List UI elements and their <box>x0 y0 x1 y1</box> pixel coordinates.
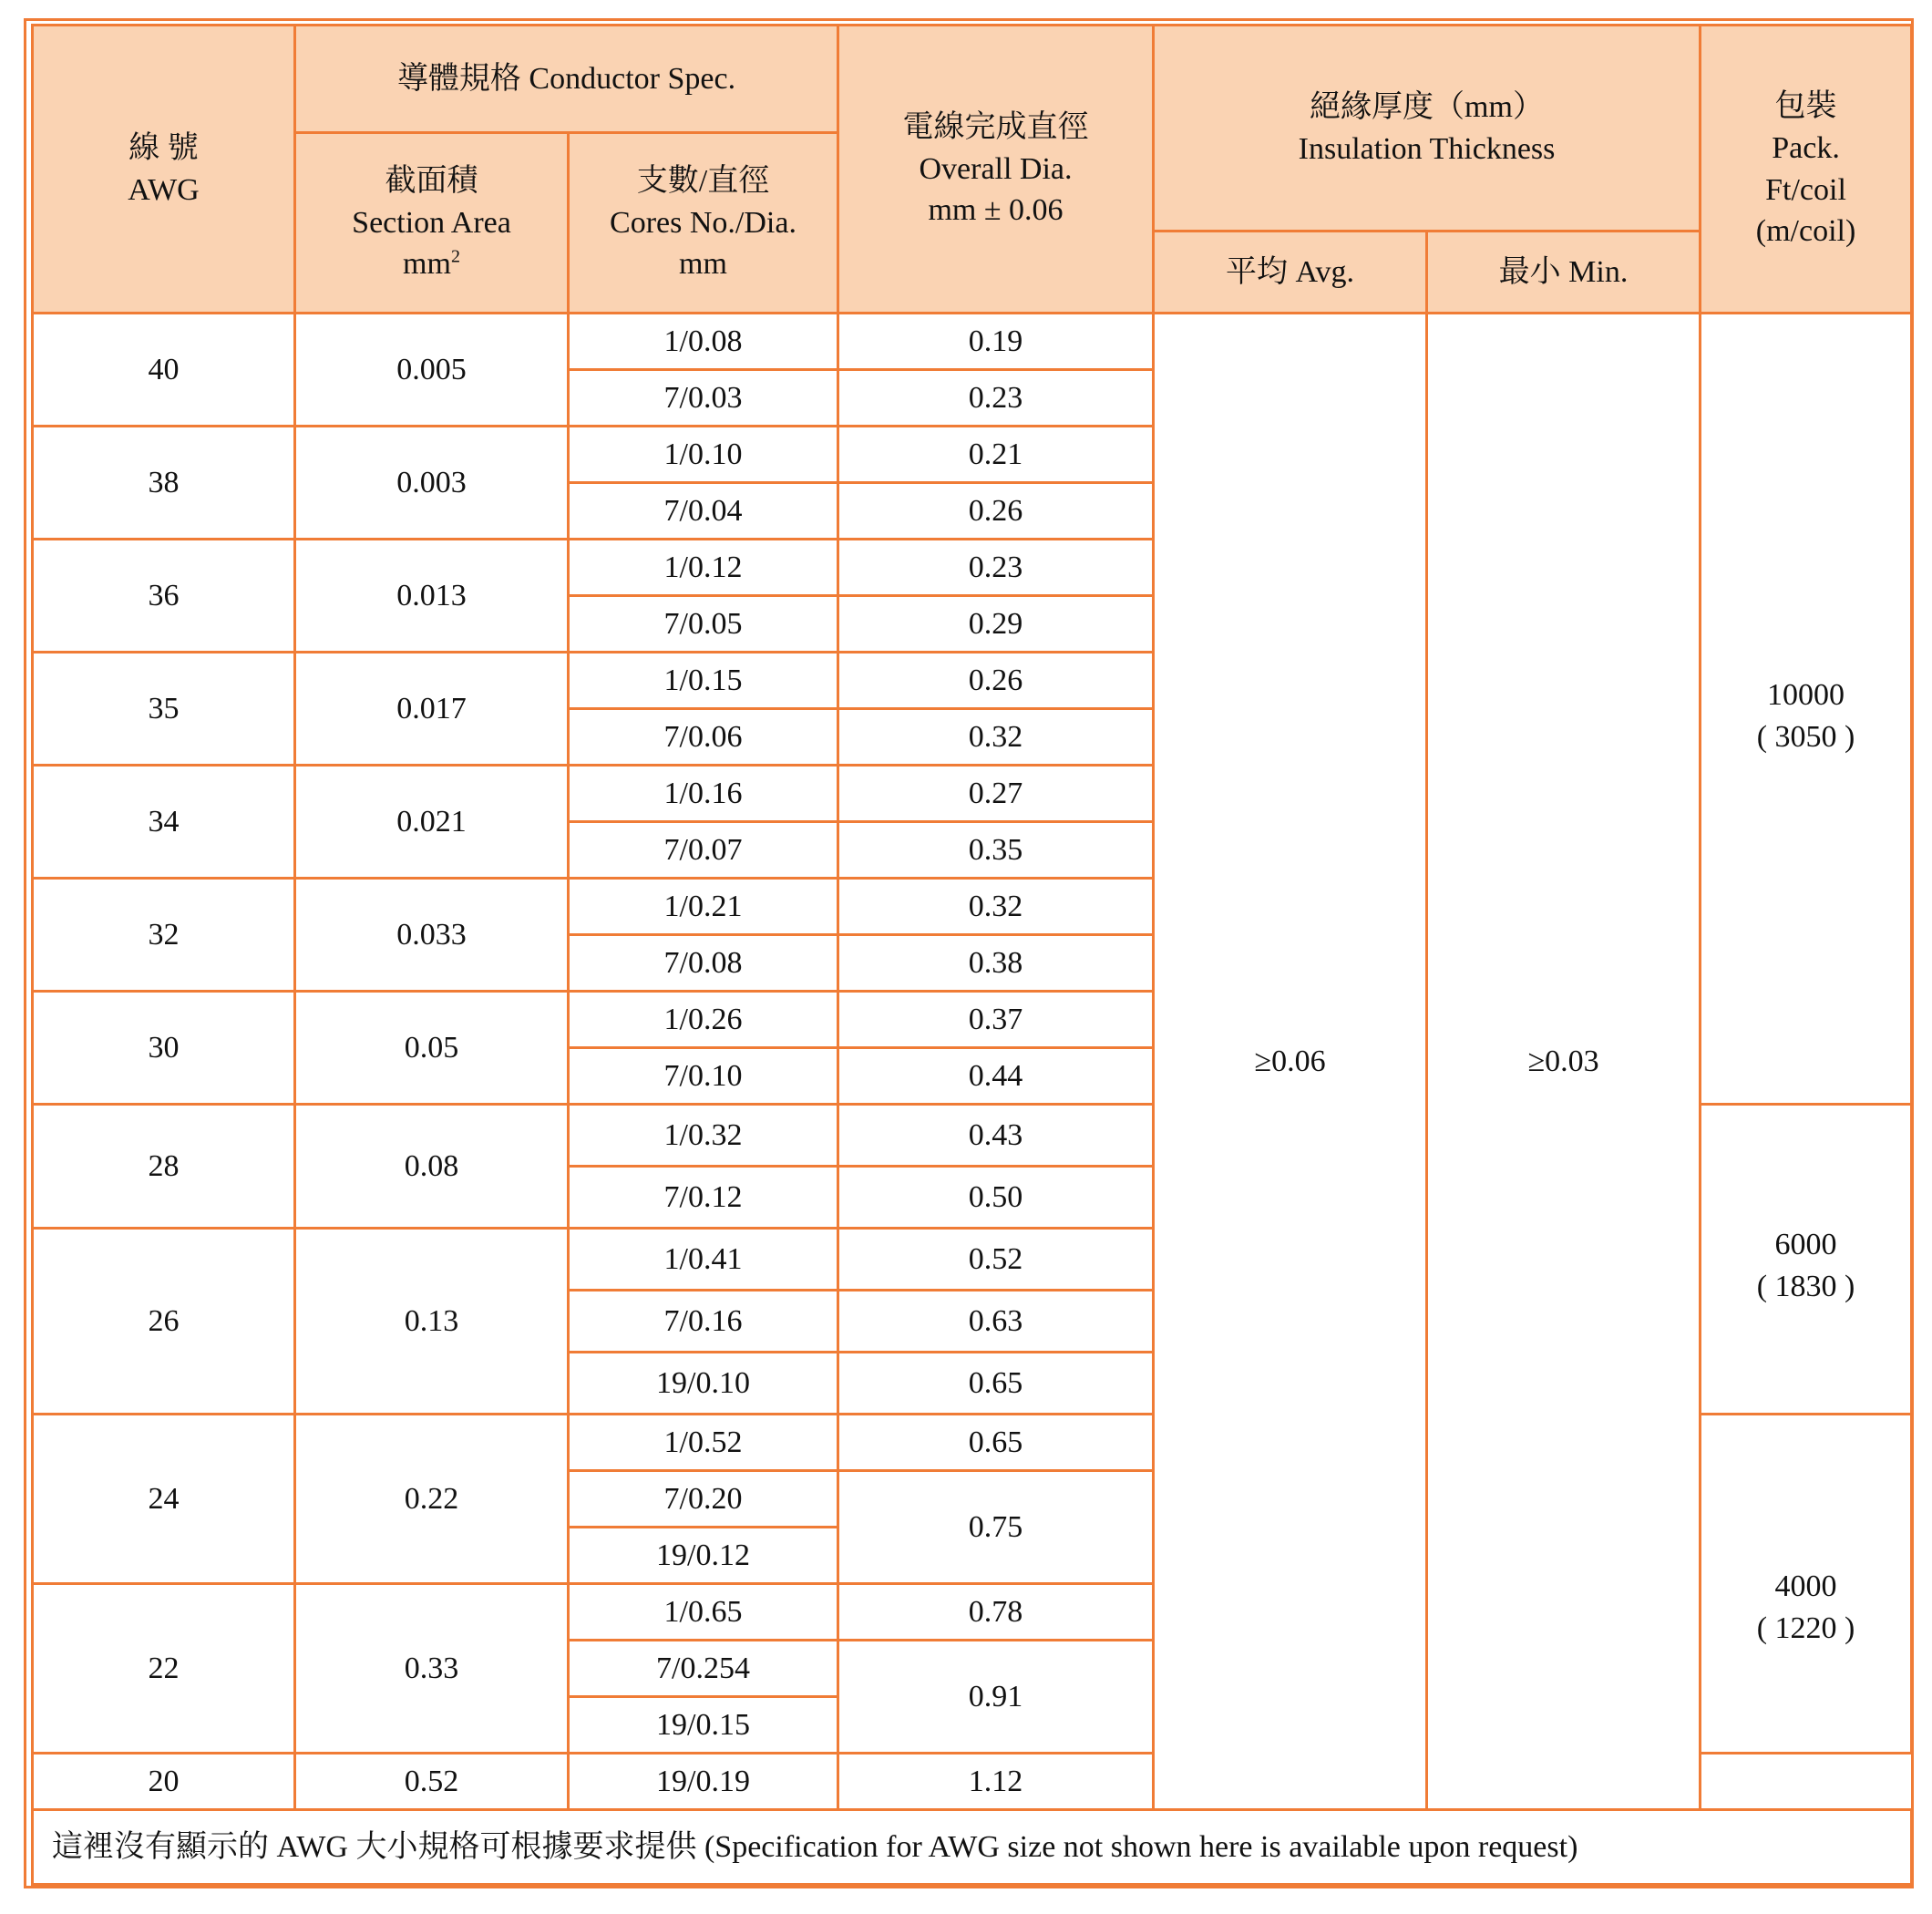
section-area-cell: 0.52 <box>295 1754 569 1810</box>
cores-cell: 1/0.21 <box>569 879 838 935</box>
cores-cell: 7/0.06 <box>569 709 838 766</box>
cores-cell: 7/0.16 <box>569 1291 838 1353</box>
footnote-row <box>33 1810 1912 1885</box>
pack-ft: 4000 <box>1774 1569 1837 1603</box>
overall-dia-cell: 0.21 <box>838 427 1154 483</box>
header-conductor-spec: 導體規格 Conductor Spec. <box>295 26 838 133</box>
header-area-unit: $mm^2$ <box>403 246 460 282</box>
pack-ft: 10000 <box>1767 678 1845 712</box>
awg-cell: 36 <box>33 540 295 653</box>
awg-cell: 24 <box>33 1415 295 1584</box>
header-section-area <box>295 133 569 314</box>
awg-cell: 34 <box>33 766 295 879</box>
overall-dia-cell: 0.27 <box>838 766 1154 822</box>
cores-cell: 19/0.15 <box>569 1697 838 1754</box>
header-pack <box>1701 26 1912 314</box>
section-area-cell: 0.33 <box>295 1584 569 1754</box>
section-area-cell: 0.05 <box>295 992 569 1105</box>
insulation-avg-cell: ≥0.06 <box>1154 314 1427 1810</box>
header-ins-en: Insulation Thickness <box>1298 131 1556 166</box>
header-awg-zh: 線 號 <box>128 130 199 165</box>
cores-cell: 7/0.08 <box>569 935 838 992</box>
awg-cell: 38 <box>33 427 295 540</box>
header-pack-zh: 包裝 <box>1774 89 1837 124</box>
overall-dia-cell: 0.52 <box>838 1229 1154 1291</box>
header-pack-unit-m: (m/coil) <box>1755 214 1856 249</box>
table-body <box>33 314 1912 1885</box>
overall-dia-cell: 0.19 <box>838 314 1154 370</box>
awg-cell: 28 <box>33 1105 295 1229</box>
header-cores <box>569 133 838 314</box>
pack-cell <box>1701 1105 1912 1415</box>
footnote: 這裡沒有顯示的 AWG 大小規格可根據要求提供 (Specification for AWG size not shown here is available upon request) <box>33 1810 1912 1885</box>
overall-dia-cell: 0.65 <box>838 1415 1154 1471</box>
header-pack-en: Pack. <box>1772 130 1840 165</box>
header-dia-unit: mm ± 0.06 <box>928 193 1064 228</box>
cores-cell: 1/0.52 <box>569 1415 838 1471</box>
pack-m: ( 1830 ) <box>1756 1269 1855 1303</box>
cores-cell: 1/0.32 <box>569 1105 838 1167</box>
overall-dia-cell: 0.65 <box>838 1353 1154 1415</box>
overall-dia-cell: 0.91 <box>838 1641 1154 1754</box>
header-pack-unit-ft: Ft/coil <box>1765 172 1846 207</box>
pack-cell <box>1701 1415 1912 1754</box>
header-awg <box>33 26 295 314</box>
cores-cell: 7/0.10 <box>569 1048 838 1105</box>
awg-cell: 35 <box>33 653 295 766</box>
section-area-cell: 0.033 <box>295 879 569 992</box>
cores-cell: 1/0.08 <box>569 314 838 370</box>
cores-cell: 7/0.07 <box>569 822 838 879</box>
awg-cell: 32 <box>33 879 295 992</box>
header-min: 最小 Min. <box>1427 232 1701 314</box>
header-insulation <box>1154 26 1701 232</box>
cores-cell: 19/0.19 <box>569 1754 838 1810</box>
awg-cell: 22 <box>33 1584 295 1754</box>
overall-dia-cell: 0.38 <box>838 935 1154 992</box>
overall-dia-cell: 0.23 <box>838 370 1154 427</box>
overall-dia-cell: 0.75 <box>838 1471 1154 1584</box>
cores-cell: 19/0.12 <box>569 1528 838 1584</box>
section-area-cell: 0.021 <box>295 766 569 879</box>
cores-cell: 7/0.03 <box>569 370 838 427</box>
overall-dia-cell: 0.35 <box>838 822 1154 879</box>
awg-cell: 40 <box>33 314 295 427</box>
cores-cell: 1/0.26 <box>569 992 838 1048</box>
overall-dia-cell: 0.63 <box>838 1291 1154 1353</box>
cores-cell: 7/0.254 <box>569 1641 838 1697</box>
insulation-min-cell: ≥0.03 <box>1427 314 1701 1810</box>
cores-cell: 7/0.20 <box>569 1471 838 1528</box>
overall-dia-cell: 0.44 <box>838 1048 1154 1105</box>
overall-dia-cell: 0.32 <box>838 709 1154 766</box>
header-cores-zh: 支數/直徑 <box>636 164 770 199</box>
overall-dia-cell: 0.32 <box>838 879 1154 935</box>
cores-cell: 7/0.05 <box>569 596 838 653</box>
cores-cell: 1/0.15 <box>569 653 838 709</box>
cores-cell: 7/0.12 <box>569 1167 838 1229</box>
cores-cell: 1/0.16 <box>569 766 838 822</box>
cores-cell: 1/0.10 <box>569 427 838 483</box>
awg-cell: 26 <box>33 1229 295 1415</box>
section-area-cell: 0.08 <box>295 1105 569 1229</box>
cores-cell: 1/0.12 <box>569 540 838 596</box>
table-row <box>33 314 1912 370</box>
awg-spec-table <box>31 24 1913 1886</box>
header-cores-en: Cores No./Dia. <box>610 205 796 240</box>
overall-dia-cell: 0.37 <box>838 992 1154 1048</box>
section-area-cell: 0.13 <box>295 1229 569 1415</box>
overall-dia-cell: 0.26 <box>838 483 1154 540</box>
pack-cell <box>1701 314 1912 1105</box>
pack-m: ( 3050 ) <box>1756 719 1855 754</box>
header-awg-en: AWG <box>128 172 200 207</box>
header-area-en: Section Area <box>352 205 511 240</box>
header-cores-unit: mm <box>679 247 727 282</box>
cores-cell: 7/0.04 <box>569 483 838 540</box>
overall-dia-cell: 1.12 <box>838 1754 1154 1810</box>
overall-dia-cell: 0.23 <box>838 540 1154 596</box>
header-area-zh: 截面積 <box>385 164 478 199</box>
header-ins-zh: 絕緣厚度（mm） <box>1310 89 1544 124</box>
header-overall-dia <box>838 26 1154 314</box>
overall-dia-cell: 0.26 <box>838 653 1154 709</box>
section-area-cell: 0.017 <box>295 653 569 766</box>
section-area-cell: 0.003 <box>295 427 569 540</box>
section-area-cell: 0.013 <box>295 540 569 653</box>
overall-dia-cell: 0.78 <box>838 1584 1154 1641</box>
overall-dia-cell: 0.50 <box>838 1167 1154 1229</box>
cores-cell: 1/0.65 <box>569 1584 838 1641</box>
header-dia-en: Overall Dia. <box>919 151 1073 186</box>
header-avg: 平均 Avg. <box>1154 232 1427 314</box>
section-area-cell: 0.22 <box>295 1415 569 1584</box>
overall-dia-cell: 0.43 <box>838 1105 1154 1167</box>
awg-cell: 30 <box>33 992 295 1105</box>
overall-dia-cell: 0.29 <box>838 596 1154 653</box>
cores-cell: 1/0.41 <box>569 1229 838 1291</box>
cores-cell: 19/0.10 <box>569 1353 838 1415</box>
header-dia-zh: 電線完成直徑 <box>902 110 1089 145</box>
section-area-cell: 0.005 <box>295 314 569 427</box>
pack-m: ( 1220 ) <box>1756 1610 1855 1645</box>
awg-cell: 20 <box>33 1754 295 1810</box>
pack-ft: 6000 <box>1774 1228 1837 1261</box>
